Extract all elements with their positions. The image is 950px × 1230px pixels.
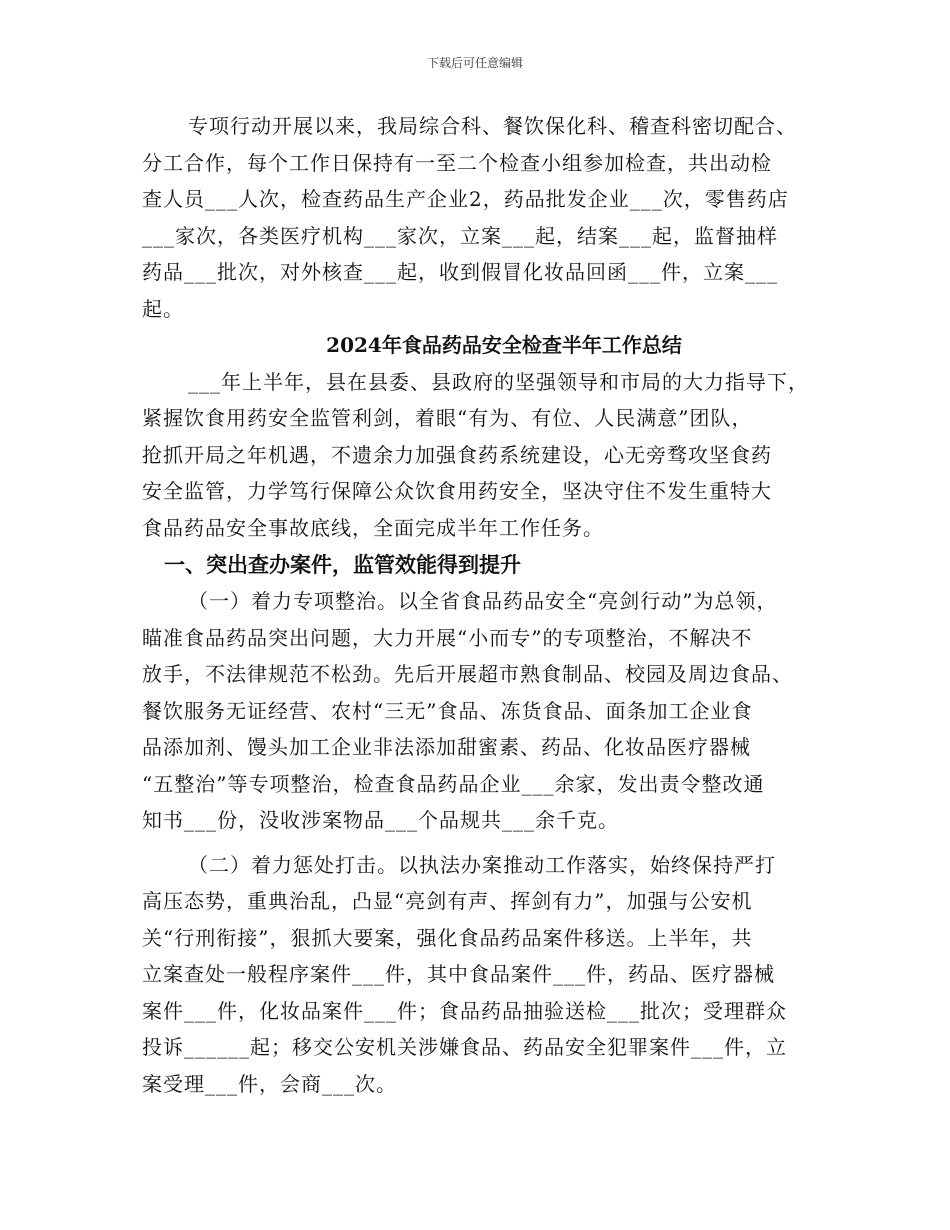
text-line: 知书___份，没收涉案物品___个品规共___余千克。 xyxy=(142,808,619,832)
text-line: 药品___批次，对外核查___起，收到假冒化妆品回函___件，立案___ xyxy=(142,260,778,284)
text-line: 瞄准食品药品突出问题，大力开展“小而专”的专项整治，不解决不 xyxy=(142,625,753,650)
paragraph-intro xyxy=(142,108,826,327)
text-line: 关“行刑衔接”，狠抓大要案，强化食品药品案件移送。上半年，共 xyxy=(142,925,753,950)
section-heading: 一、突出查办案件，监管效能得到提升 xyxy=(164,552,521,577)
text-line: 品添加剂、馒头加工企业非法添加甜蜜素、药品、化妆品医疗器械 xyxy=(142,735,751,759)
text-line: 投诉______起；移交公安机关涉嫌食品、药品安全犯罪案件___件，立 xyxy=(142,1035,787,1059)
text-line: （一）着力专项整治。以全省食品药品安全“亮剑行动”为总领， xyxy=(188,589,778,613)
text-line: 专项行动开展以来，我局综合科、餐饮保化科、稽查科密切配合、 xyxy=(188,114,797,138)
text-line: 查人员___人次，检查药品生产企业2，药品批发企业___次，零售药店 xyxy=(142,187,789,211)
text-line: 案受理___件，会商___次。 xyxy=(142,1071,397,1096)
text-line: 安全监管，力学笃行保障公众饮食用药安全，坚决守住不发生重特大 xyxy=(142,479,772,503)
paragraph-special-rectification xyxy=(142,583,826,839)
text-line: 紧握饮食用药安全监管利剑，着眼“有为、有位、人民满意”团队， xyxy=(142,406,753,430)
document-body xyxy=(142,108,826,1102)
paragraph-crackdown xyxy=(142,847,826,1103)
text-line: 放手，不法律规范不松劲。先后开展超市熟食制品、校园及周边食品、 xyxy=(142,662,793,686)
page-header: 下载后可任意编辑 xyxy=(426,56,523,70)
text-line: 案件___件，化妆品案件___件；食品药品抽验送检___批次；受理群众 xyxy=(142,998,787,1023)
text-line: 餐饮服务无证经营、农村“三无”食品、冻货食品、面条加工企业食 xyxy=(142,698,753,723)
text-line: （二）着力惩处打击。以执法办案推动工作落实，始终保持严打 xyxy=(188,852,776,877)
text-line: “五整治”等专项整治，检查食品药品企业___余家，发出责令整改通 xyxy=(142,771,765,796)
text-line: 立案查处一般程序案件___件，其中食品案件___件，药品、医疗器械 xyxy=(142,962,775,986)
document-title: 2024年食品药品安全检查半年工作总结 xyxy=(326,333,682,357)
text-line: 抢抓开局之年机遇，不遗余力加强食药系统建设，心无旁骛攻坚食药 xyxy=(142,442,772,467)
text-line: 食品药品安全事故底线，全面完成半年工作任务。 xyxy=(142,515,604,540)
text-line: 起。 xyxy=(142,296,184,321)
text-line: 高压态势，重典治乱，凸显“亮剑有声、挥剑有力”，加强与公安机 xyxy=(142,889,753,913)
paragraph-summary xyxy=(142,364,826,547)
text-line: ___家次，各类医疗机构___家次，立案___起，结案___起，监督抽样 xyxy=(142,223,778,248)
text-line: 分工合作，每个工作日保持有一至二个检查小组参加检查，共出动检 xyxy=(142,150,772,175)
text-line: ___年上半年，县在县委、县政府的坚强领导和市局的大力指导下， xyxy=(188,369,809,394)
